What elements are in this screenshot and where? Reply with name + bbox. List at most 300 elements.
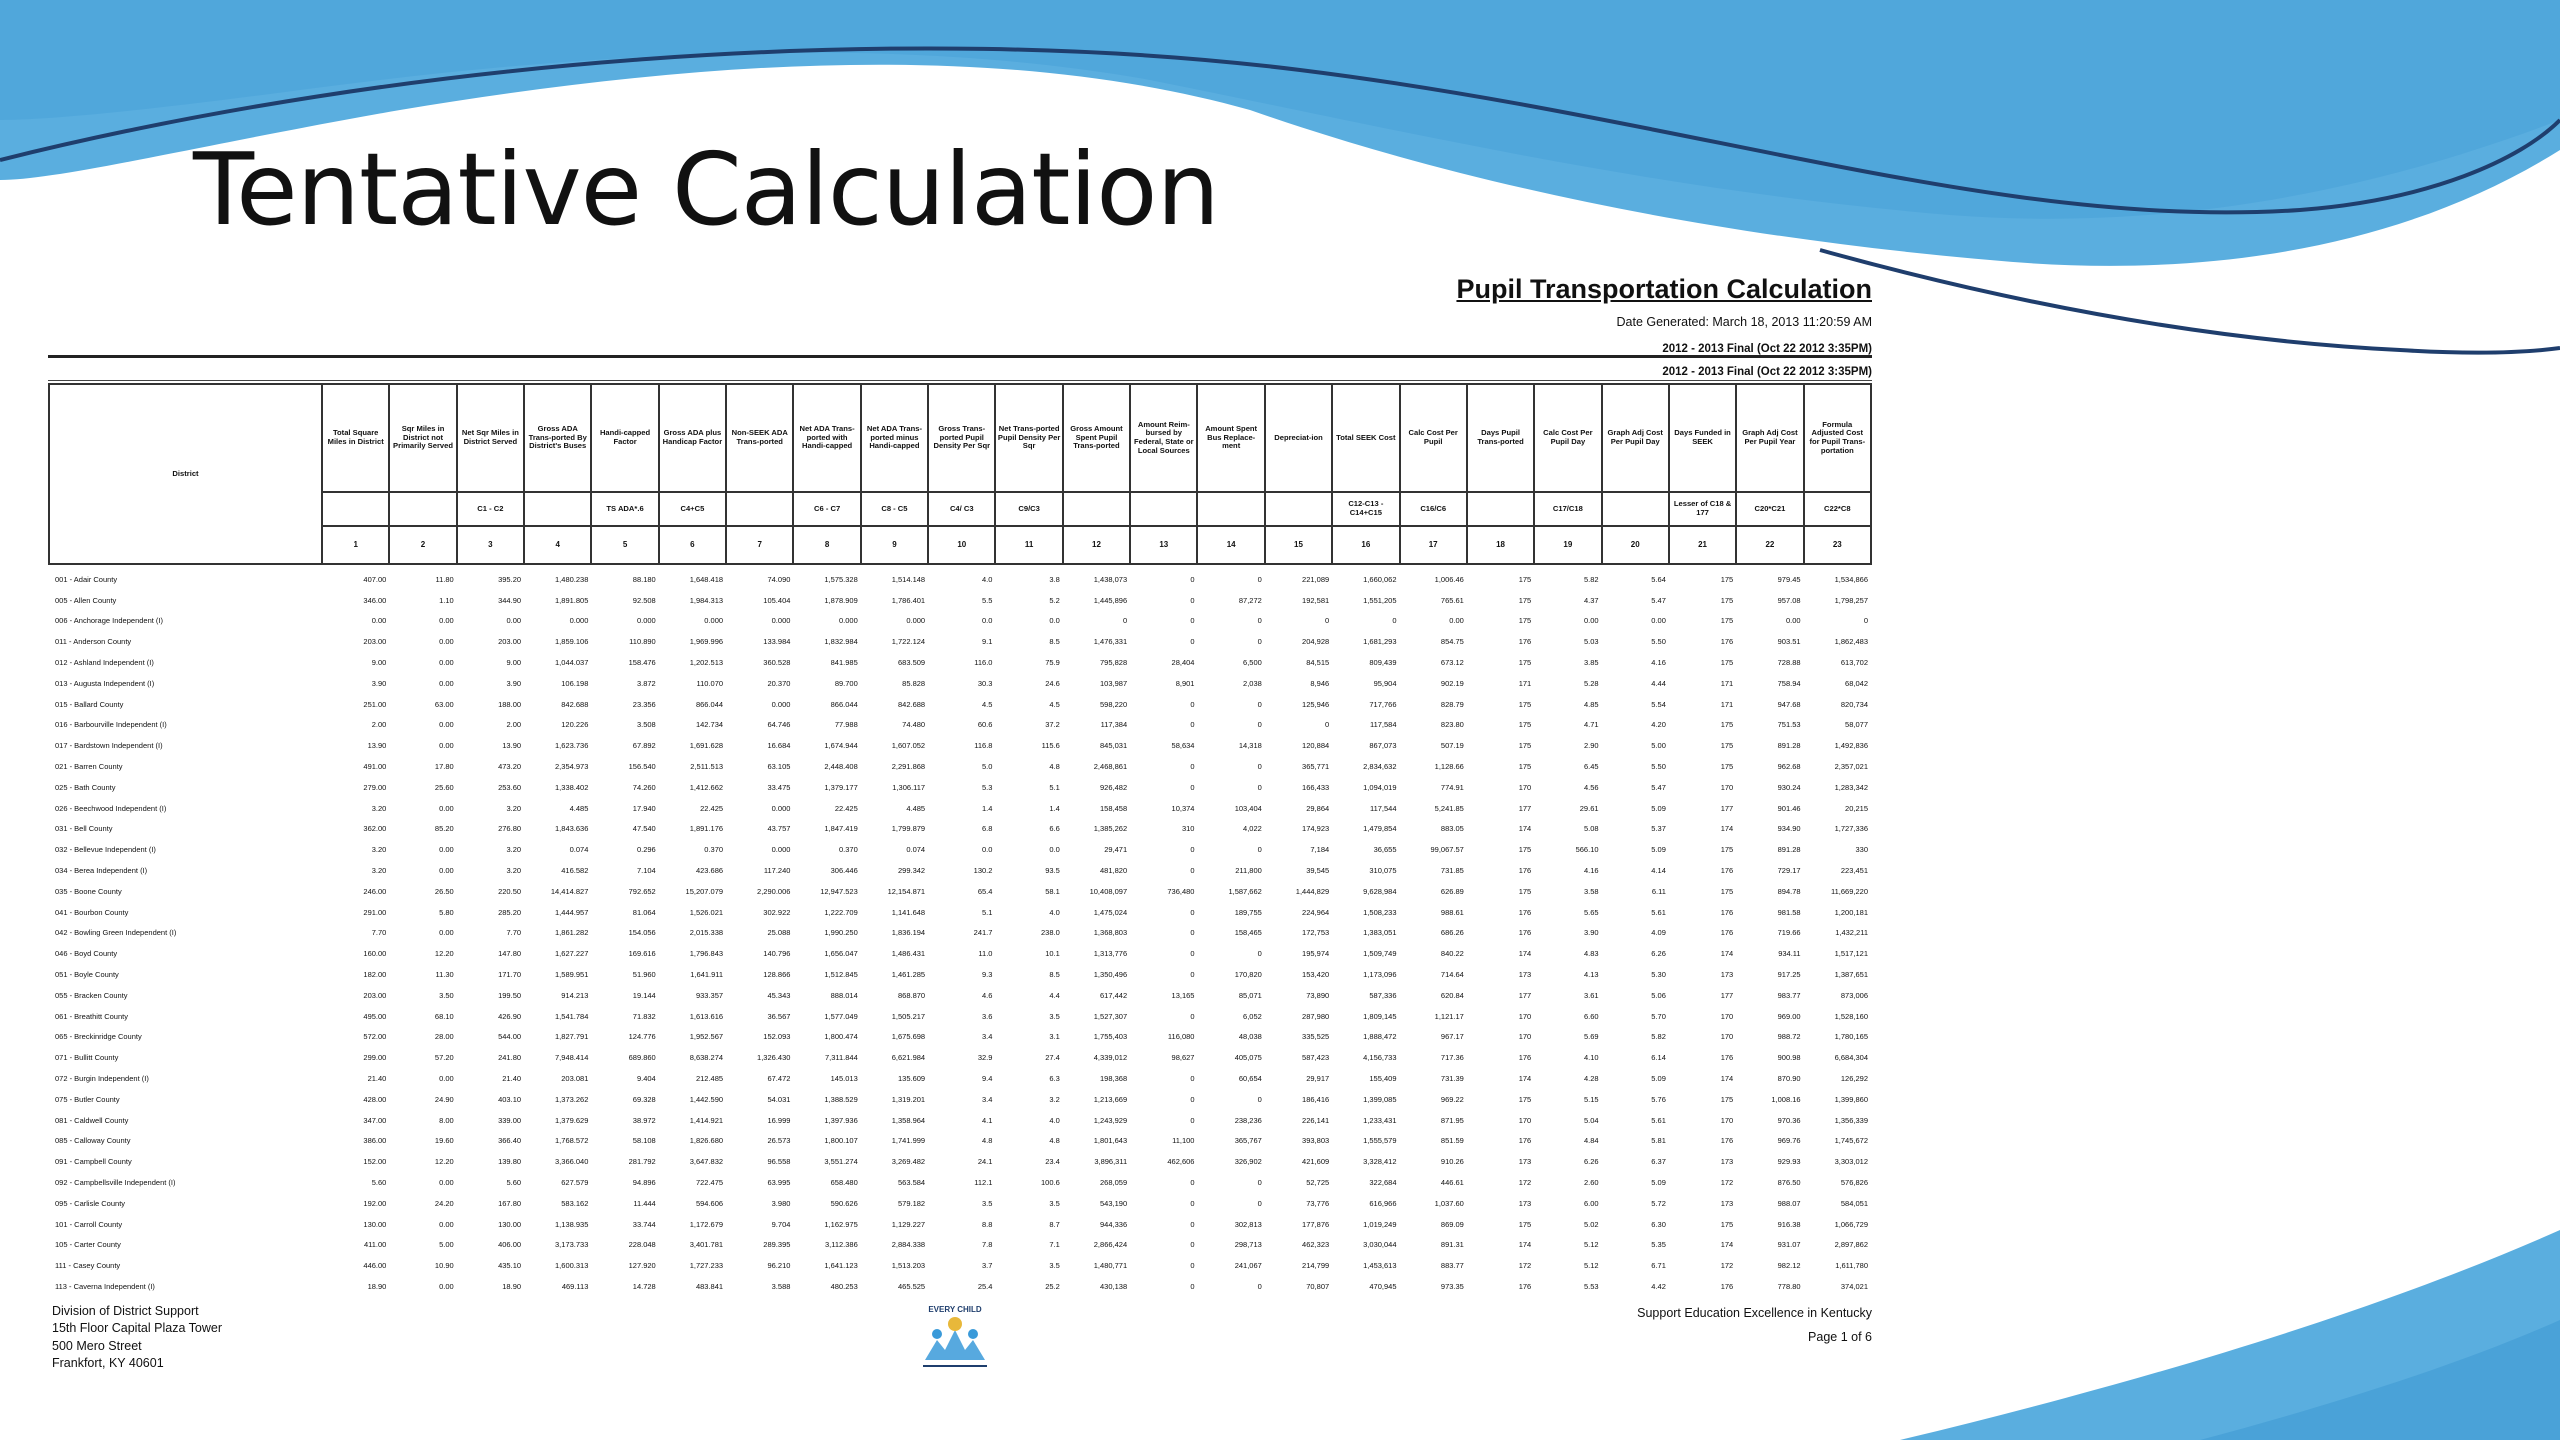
table-cell: 0 [1190,1281,1195,1291]
column-number: 4 [524,526,591,564]
table-cell: 147.80 [498,949,522,959]
table-cell: 765.61 [1440,595,1464,605]
table-cell: 4.5 [1049,699,1060,709]
table-cell: 5.81 [1651,1136,1666,1146]
table-cell: 135.609 [897,1074,926,1084]
table-cell: 1,780,165 [1834,1032,1868,1042]
table-cell: 871.95 [1440,1115,1464,1125]
table-cell: 175 [1518,845,1532,855]
district-name-cell: 075 - Butler County [55,1094,120,1104]
table-cell: 68.10 [434,1011,454,1021]
table-cell: 1,513.203 [891,1261,926,1271]
table-cell: 1,243,929 [1093,1115,1128,1125]
table-cell: 28.00 [434,1032,454,1042]
table-cell: 0 [1190,1198,1195,1208]
table-cell: 428.00 [363,1094,387,1104]
table-cell: 0.0 [1049,616,1060,626]
column-header: Amount Spent Bus Replace-ment [1197,384,1264,492]
table-row [49,819,1871,840]
table-cell: 1,066,729 [1834,1219,1868,1229]
district-name-cell: 005 - Allen County [55,595,117,605]
column-number: 12 [1063,526,1130,564]
table-cell: 7.8 [982,1240,993,1250]
table-cell: 1,623.736 [555,741,589,751]
table-cell: 1,479,854 [1363,824,1397,834]
table-cell: 0 [1257,845,1262,855]
table-cell: 175 [1518,658,1532,668]
table-cell: 1,350,496 [1093,970,1128,980]
table-cell: 63.105 [767,762,791,772]
table-cell: 792.652 [628,886,656,896]
transportation-table [48,383,1872,1297]
district-name-cell: 035 - Boone County [55,886,122,896]
table-cell: 0.00 [439,928,454,938]
table-cell: 0 [1190,1115,1195,1125]
district-name-cell: 105 - Carter County [55,1240,121,1250]
table-cell: 285.20 [498,907,522,917]
table-cell: 199.50 [498,990,522,1000]
table-cell: 175 [1720,762,1734,772]
table-cell: 470,945 [1369,1281,1397,1291]
table-cell: 3.5 [1049,1198,1060,1208]
table-cell: 778.80 [1777,1281,1801,1291]
table-row [49,715,1871,736]
table-cell: 177 [1518,990,1532,1000]
table-cell: 133.984 [763,637,791,647]
table-cell: 1,660,062 [1363,574,1397,584]
district-name-cell: 041 - Bourbon County [55,907,129,917]
table-cell: 1,128.66 [1434,762,1464,772]
table-cell: 4,156,733 [1363,1053,1397,1063]
table-cell: 1,326.430 [757,1053,791,1063]
table-cell: 1,517,121 [1834,949,1868,959]
column-header: Gross Amount Spent Pupil Trans-ported [1063,384,1130,492]
table-row [49,1089,1871,1110]
report-period: 2012 - 2013 Final (Oct 22 2012 3:35PM) [1662,343,1872,355]
table-cell: 1,222.709 [824,907,858,917]
district-name-cell: 031 - Bell County [55,824,113,834]
table-cell: 7,184 [1310,845,1330,855]
table-cell: 1,505.217 [891,1011,926,1021]
table-cell: 2,897,862 [1834,1240,1868,1250]
table-cell: 3,112.386 [824,1240,858,1250]
table-cell: 842.688 [561,699,589,709]
table-cell: 5.60 [371,1178,387,1187]
table-cell: 5.28 [1583,678,1599,688]
table-row [49,1027,1871,1048]
table-cell: 58.1 [1045,886,1060,896]
table-cell: 93.5 [1045,866,1060,876]
table-cell: 1,527,307 [1093,1011,1128,1021]
table-cell: 4.5 [982,699,993,709]
table-cell: 1,373.262 [555,1094,589,1104]
column-header: Graph Adj Cost Per Pupil Year [1736,384,1803,492]
table-cell: 5.30 [1651,970,1666,980]
table-cell: 421,609 [1302,1157,1330,1167]
table-cell: 24.20 [434,1198,454,1208]
table-cell: 25.4 [977,1281,993,1291]
table-cell: 869.09 [1440,1219,1464,1229]
table-cell: 473.20 [498,762,522,772]
table-cell: 3,551.274 [824,1157,858,1167]
district-name-cell: 016 - Barbourville Independent (I) [55,720,167,730]
table-cell: 175 [1720,1094,1734,1104]
table-cell: 175 [1720,658,1734,668]
table-cell: 1,202.513 [689,658,724,668]
table-cell: 152.00 [363,1157,387,1167]
table-cell: 7,311.844 [824,1053,858,1063]
table-cell: 2,468,861 [1093,762,1128,772]
table-cell: 1,555,579 [1363,1136,1397,1146]
table-row [49,798,1871,819]
table-cell: 982.12 [1777,1261,1801,1271]
table-cell: 988.72 [1777,1032,1801,1042]
column-number: 18 [1467,526,1534,564]
table-cell: 1,627.227 [555,949,589,959]
table-cell: 969.76 [1777,1136,1801,1146]
table-cell: 722.475 [695,1178,724,1187]
table-cell: 6,500 [1243,658,1262,668]
column-header: Calc Cost Per Pupil [1400,384,1467,492]
table-cell: 6.71 [1651,1261,1666,1271]
table-cell: 1,674.944 [824,741,858,751]
table-cell: 1,445,896 [1093,595,1128,605]
table-cell: 403.10 [498,1094,522,1104]
table-cell: 888.014 [830,990,858,1000]
table-cell: 1,727.233 [689,1261,724,1271]
table-cell: 1,444,829 [1295,886,1330,896]
table-cell: 13.90 [367,741,387,751]
table-cell: 1,492,836 [1834,741,1868,751]
table-cell: 5,241.85 [1434,803,1464,813]
table-cell: 22.425 [834,803,858,813]
table-cell: 2,834,632 [1363,762,1397,772]
table-cell: 175 [1518,720,1532,730]
table-cell: 1,611,780 [1835,1261,1868,1271]
table-cell: 5.12 [1583,1240,1599,1250]
table-cell: 3.508 [636,720,656,730]
table-cell: 99,067.57 [1430,845,1464,855]
table-row [49,1151,1871,1172]
table-cell: 3.20 [506,803,522,813]
table-cell: 5.00 [439,1240,454,1250]
table-row [49,985,1871,1006]
table-cell: 174 [1720,1240,1734,1250]
table-cell: 6.00 [1583,1198,1599,1208]
table-cell: 894.78 [1777,886,1801,896]
table-cell: 4.83 [1583,949,1599,959]
district-name-cell: 034 - Berea Independent (I) [55,866,148,876]
table-cell: 0.000 [636,616,656,626]
report-title: Pupil Transportation Calculation [1456,274,1872,304]
table-cell: 1,827.791 [555,1032,589,1042]
table-cell: 5.64 [1651,574,1666,584]
table-cell: 174 [1518,1074,1532,1084]
table-cell: 481,820 [1100,866,1128,876]
column-number: 10 [928,526,995,564]
table-cell: 970.36 [1777,1115,1801,1125]
table-cell: 5.54 [1651,699,1666,709]
table-cell: 616,966 [1369,1198,1397,1208]
district-name-cell: 071 - Bullitt County [55,1053,119,1063]
footer-page-number: Page 1 of 6 [1808,1330,1872,1344]
table-cell: 1,438,073 [1093,574,1128,584]
table-row [49,1193,1871,1214]
table-cell: 322,684 [1369,1178,1397,1187]
column-number: 16 [1332,526,1399,564]
table-cell: 177 [1518,803,1532,813]
table-cell: 10.1 [1045,949,1060,959]
column-number: 3 [457,526,524,564]
table-cell: 0.00 [1449,616,1464,626]
table-cell: 916.38 [1777,1219,1801,1229]
table-cell: 5.80 [439,907,454,917]
table-cell: 67.472 [767,1074,791,1084]
table-row [49,943,1871,964]
table-cell: 1,412.662 [689,782,724,792]
table-cell: 947.68 [1777,699,1801,709]
table-cell: 0.0 [1049,845,1060,855]
table-cell: 870.90 [1777,1074,1801,1084]
column-header: Days Funded in SEEK [1669,384,1736,492]
table-cell: 1,319.201 [891,1094,926,1104]
table-row [49,564,1871,590]
footer-building: 15th Floor Capital Plaza Tower [52,1321,222,1336]
table-cell: 177,876 [1302,1219,1330,1229]
table-cell: 2,511.513 [690,762,724,772]
table-row [49,777,1871,798]
table-cell: 0 [1257,1198,1262,1208]
table-cell: 299.00 [363,1053,387,1063]
table-cell: 4,022 [1243,824,1262,834]
table-cell: 6.8 [982,824,993,834]
table-cell: 192,581 [1302,595,1330,605]
column-number: 8 [793,526,860,564]
table-cell: 1,444.957 [555,907,589,917]
table-cell: 58,634 [1171,741,1195,751]
table-cell: 175 [1720,741,1734,751]
table-cell: 423.686 [695,866,724,876]
table-cell: 0 [1190,637,1195,647]
column-number: 20 [1602,526,1669,564]
table-cell: 1,575.328 [824,574,858,584]
table-cell: 188.00 [498,699,522,709]
table-cell: 930.24 [1777,782,1801,792]
table-cell: 480.253 [830,1281,858,1291]
table-cell: 115.6 [1041,741,1060,751]
table-cell: 176 [1720,637,1734,647]
table-cell: 0 [1190,1094,1195,1104]
table-cell: 1,379.629 [555,1115,589,1125]
table-cell: 1,379.177 [824,782,858,792]
table-cell: 170 [1518,782,1532,792]
table-cell: 731.85 [1440,866,1464,876]
table-cell: 176 [1518,637,1532,647]
table-cell: 934.11 [1778,949,1801,959]
table-cell: 1,613.616 [689,1011,724,1021]
table-cell: 1,745,672 [1834,1136,1868,1146]
table-cell: 1,878.909 [824,595,858,605]
table-row [49,631,1871,652]
table-cell: 0.0 [982,845,993,855]
table-cell: 175 [1720,845,1734,855]
table-cell: 1,509,749 [1363,949,1397,959]
table-cell: 1,786.401 [891,595,926,605]
table-cell: 182.00 [363,970,387,980]
table-cell: 176 [1518,1281,1532,1291]
table-cell: 2,291.868 [891,762,926,772]
table-cell: 1,990.250 [824,928,858,938]
table-cell: 24.6 [1045,678,1060,688]
table-cell: 176 [1720,1281,1734,1291]
table-cell: 105.404 [763,595,791,605]
table-cell: 226,141 [1302,1115,1330,1125]
table-cell: 0.000 [838,616,858,626]
table-cell: 9.3 [982,970,993,980]
table-cell: 2,884.338 [891,1240,926,1250]
column-number: 15 [1265,526,1332,564]
table-cell: 92.508 [632,595,656,605]
table-cell: 4.1 [982,1115,993,1125]
table-cell: 37.2 [1045,720,1060,730]
table-cell: 658.480 [830,1178,858,1187]
table-cell: 0 [1190,699,1195,709]
table-cell: 117,544 [1369,803,1397,813]
table-cell: 0.00 [439,866,454,876]
table-cell: 203.00 [363,990,387,1000]
table-cell: 891.28 [1777,845,1801,855]
district-name-cell: 001 - Adair County [55,574,118,584]
table-cell: 175 [1518,616,1532,626]
table-cell: 14,318 [1238,741,1262,751]
column-header: Gross Trans-ported Pupil Density Per Sqr [928,384,995,492]
district-name-cell: 095 - Carlisle County [55,1198,126,1208]
table-cell: 23.356 [632,699,656,709]
table-cell: 842.688 [897,699,926,709]
table-cell: 171.70 [498,970,522,980]
table-cell: 4.0 [1049,1115,1060,1125]
table-row [49,1235,1871,1256]
table-cell: 2.00 [371,720,387,730]
table-cell: 469.113 [561,1281,589,1291]
table-row [49,611,1871,632]
table-cell: 3.588 [771,1281,791,1291]
table-cell: 6.30 [1651,1219,1666,1229]
table-cell: 5.61 [1651,907,1666,917]
table-cell: 0 [1257,1281,1262,1291]
table-cell: 957.08 [1777,595,1801,605]
table-cell: 5.50 [1651,762,1666,772]
table-row [49,923,1871,944]
table-cell: 1,121.17 [1434,1011,1464,1021]
table-cell: 1,283,342 [1834,782,1868,792]
table-cell: 1,796.843 [689,949,724,959]
table-cell: 983.77 [1777,990,1801,1000]
table-cell: 0.00 [1785,616,1801,626]
table-cell: 3.58 [1583,886,1599,896]
table-cell: 276.80 [498,824,522,834]
column-formula [1265,492,1332,526]
table-cell: 5.1 [982,907,993,917]
table-cell: 3.20 [506,845,522,855]
table-cell: 287,980 [1302,1011,1330,1021]
table-cell: 73,776 [1306,1198,1330,1208]
table-cell: 6,621.984 [891,1053,926,1063]
table-cell: 1,691.628 [689,741,724,751]
table-cell: 1,475,024 [1093,907,1128,917]
table-cell: 613,702 [1840,658,1868,668]
table-cell: 3.5 [982,1198,993,1208]
table-cell: 120,884 [1302,741,1330,751]
table-cell: 87,272 [1238,595,1262,605]
table-cell: 142.734 [695,720,724,730]
table-cell: 1,727,336 [1834,824,1868,834]
table-cell: 0 [1190,616,1195,626]
table-cell: 0.00 [439,741,454,751]
table-cell: 279.00 [363,782,387,792]
table-cell: 1,722.124 [891,637,926,647]
table-cell: 4.0 [982,574,993,584]
table-cell: 944,336 [1100,1219,1128,1229]
table-cell: 1,847.419 [824,824,858,834]
table-cell: 1.4 [1049,803,1060,813]
table-cell: 0 [1257,949,1262,959]
table-cell: 5.09 [1651,803,1666,813]
table-cell: 873,006 [1840,990,1868,1000]
table-cell: 158.476 [628,658,656,668]
table-cell: 6,052 [1243,1011,1262,1021]
table-cell: 2,290.006 [757,886,791,896]
table-cell: 175 [1518,595,1532,605]
table-cell: 1,587,662 [1228,886,1262,896]
table-row [49,902,1871,923]
table-cell: 3,647.832 [689,1157,724,1167]
table-cell: 176 [1518,928,1532,938]
table-cell: 1,508,233 [1363,907,1397,917]
table-cell: 170 [1518,1011,1532,1021]
table-cell: 2,866,424 [1093,1240,1128,1250]
table-cell: 28,404 [1171,658,1195,668]
table-cell: 96.210 [767,1261,791,1271]
table-cell: 8.7 [1049,1219,1060,1229]
table-cell: 125,946 [1302,699,1330,709]
table-cell: 0.00 [439,658,454,668]
column-formula: C20*C21 [1736,492,1803,526]
footer-address [52,1303,222,1372]
table-cell: 110.070 [696,678,724,688]
table-cell: 0 [1190,782,1195,792]
table-cell: 4,339,012 [1093,1053,1128,1063]
table-cell: 1,541.784 [555,1011,589,1021]
district-name-cell: 111 - Casey County [55,1261,121,1271]
table-cell: 4.42 [1651,1281,1666,1291]
table-cell: 362.00 [363,824,387,834]
table-cell: 0.00 [439,845,454,855]
report-divider [48,380,1872,381]
table-cell: 566.10 [1575,845,1599,855]
district-name-cell: 092 - Campbellsville Independent (I) [55,1178,176,1187]
table-cell: 2.90 [1583,741,1599,751]
table-cell: 3.8 [1049,574,1060,584]
table-cell: 1,476,331 [1093,637,1128,647]
table-row [49,860,1871,881]
table-cell: 117,584 [1369,720,1397,730]
column-formula: C17/C18 [1534,492,1601,526]
table-cell: 326,902 [1234,1157,1262,1167]
table-cell: 158,465 [1234,928,1262,938]
table-cell: 620.84 [1440,990,1464,1000]
table-cell: 3.20 [506,866,522,876]
